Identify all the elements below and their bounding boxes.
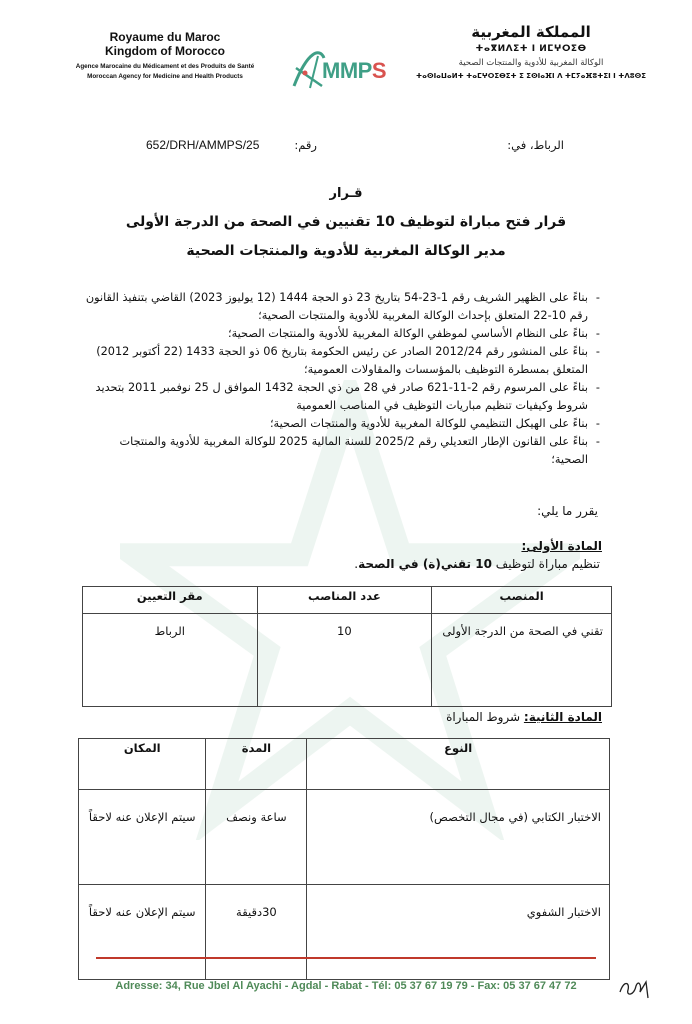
table-cell: 30دقيقة bbox=[206, 885, 307, 980]
en-country: Kingdom of Morocco bbox=[105, 44, 225, 58]
place-date-label: الرباط، في: bbox=[507, 138, 564, 152]
ar-agency: الوكالة المغربية للأدوية والمنتجات الصحية bbox=[458, 58, 604, 68]
list-item: - بناءً على الهيكل التنظيمي للوكالة المغربية للأدوية والمنتجات الصحية؛ bbox=[80, 415, 600, 433]
article1-heading: المادة الأولى: bbox=[521, 539, 602, 553]
table-cell: الرباط bbox=[83, 614, 258, 707]
article2-heading: المادة الثانية: شروط المباراة bbox=[446, 710, 602, 724]
footer-address: Adresse: 34, Rue Jbel Al Ayachi - Agdal - Rabat - Tél: 05 37 67 19 79 - Fax: 05 37 67 47 72 bbox=[115, 980, 577, 992]
table-header-row bbox=[83, 587, 612, 614]
decides-label: يقرر ما يلي: bbox=[537, 504, 598, 518]
logo-wordmark: MMPS bbox=[322, 58, 387, 83]
table-row bbox=[79, 885, 610, 980]
table-header-row bbox=[79, 739, 610, 790]
col-header: المنصب bbox=[432, 587, 612, 614]
table-cell: سيتم الإعلان عنه لاحقاً bbox=[79, 885, 206, 980]
ar-country: المملكة المغربية bbox=[471, 23, 591, 41]
header-right bbox=[406, 22, 656, 82]
legal-basis-list bbox=[80, 289, 600, 469]
en-agency: Moroccan Agency for Medicine and Health Products bbox=[87, 73, 243, 80]
table-cell: تقني في الصحة من الدرجة الأولى bbox=[432, 614, 612, 707]
header-left bbox=[40, 30, 290, 82]
handwritten-initials-icon bbox=[616, 976, 656, 1002]
col-header: مقر التعيين bbox=[83, 587, 258, 614]
decision-subtitle: مدير الوكالة المغربية للأدوية والمنتجات الصحية bbox=[186, 243, 506, 259]
table-cell: الاختبار الكتابي (في مجال التخصص) bbox=[307, 790, 610, 885]
tf-country: ⵜⴰⴳⵍⴷⵉⵜ ⵏ ⵍⵎⵖⵔⵉⴱ bbox=[475, 44, 587, 54]
col-header: عدد المناصب bbox=[257, 587, 432, 614]
table-cell: سيتم الإعلان عنه لاحقاً bbox=[79, 790, 206, 885]
table-cell: 10 bbox=[257, 614, 432, 707]
table-cell: الاختبار الشفوي bbox=[307, 885, 610, 980]
list-item: - بناءً على الظهير الشريف رقم 1-23-54 بتاريخ 23 ذو الحجة 1444 (12 يوليوز 2023) القاضي بتنفيذ القانون رقم 10-22 المتعلق بإحداث الوكالة المغربية للأدوية والمنتجات الصحية؛ bbox=[80, 289, 600, 325]
list-item: - بناءً على النظام الأساسي لموظفي الوكالة المغربية للأدوية والمنتجات الصحية؛ bbox=[80, 325, 600, 343]
list-item: - بناءً على المرسوم رقم 2-11-621 صادر في 28 من ذي الحجة 1432 الموافق ل 25 نوفمبر 2011 بتحديد شروط وكيفيات تنظيم مباريات التوظيف في المناصب العمومية bbox=[80, 379, 600, 415]
article1-text: تنظيم مباراة لتوظيف 10 تقني(ة) في الصحة. bbox=[354, 557, 600, 571]
col-header: المدة bbox=[206, 739, 307, 790]
positions-table bbox=[82, 586, 612, 707]
footer-divider bbox=[96, 957, 596, 959]
table-cell: ساعة ونصف bbox=[206, 790, 307, 885]
ref-number-value: 652/DRH/AMMPS/25 bbox=[146, 138, 260, 152]
table-row bbox=[83, 614, 612, 707]
col-header: المكان bbox=[79, 739, 206, 790]
fr-agency: Agence Marocaine du Médicament et des Produits de Santé bbox=[75, 63, 255, 70]
decision-kicker: قـرار bbox=[329, 186, 363, 201]
tf-agency: ⵜⴰⵙⵏⴰⵡⴰⵍⵜ ⵜⴰⵎⵖⵔⵉⴱⵉⵜ ⵉ ⵉⵙⵏⴰⴼⵏ ⴷ ⵜⵎⵢⴰⴼⵓⵜⵉⵏ ⵏ ⵜⴷⵓⵙⵉ bbox=[416, 72, 646, 80]
list-item: - بناءً على المنشور رقم 2012/24 الصادر عن رئيس الحكومة بتاريخ 06 ذو الحجة 1433 (22 أكتوبر 2012) المتعلق بمسطرة التوظيف بالمؤسسات والمقاولات العمومية؛ bbox=[80, 343, 600, 379]
ref-number-label: رقم: bbox=[294, 138, 317, 152]
decision-title: قرار فتح مباراة لتوظيف 10 تقنيين في الصحة من الدرجة الأولى bbox=[125, 214, 567, 230]
col-header: النوع bbox=[307, 739, 610, 790]
exam-conditions-table bbox=[78, 738, 610, 980]
fr-country: Royaume du Maroc bbox=[109, 30, 221, 44]
list-item: - بناءً على القانون الإطار التعديلي رقم 2025/2 للسنة المالية 2025 للوكالة المغربية للأدوية والمنتجات الصحية؛ bbox=[80, 433, 600, 469]
table-row bbox=[79, 790, 610, 885]
